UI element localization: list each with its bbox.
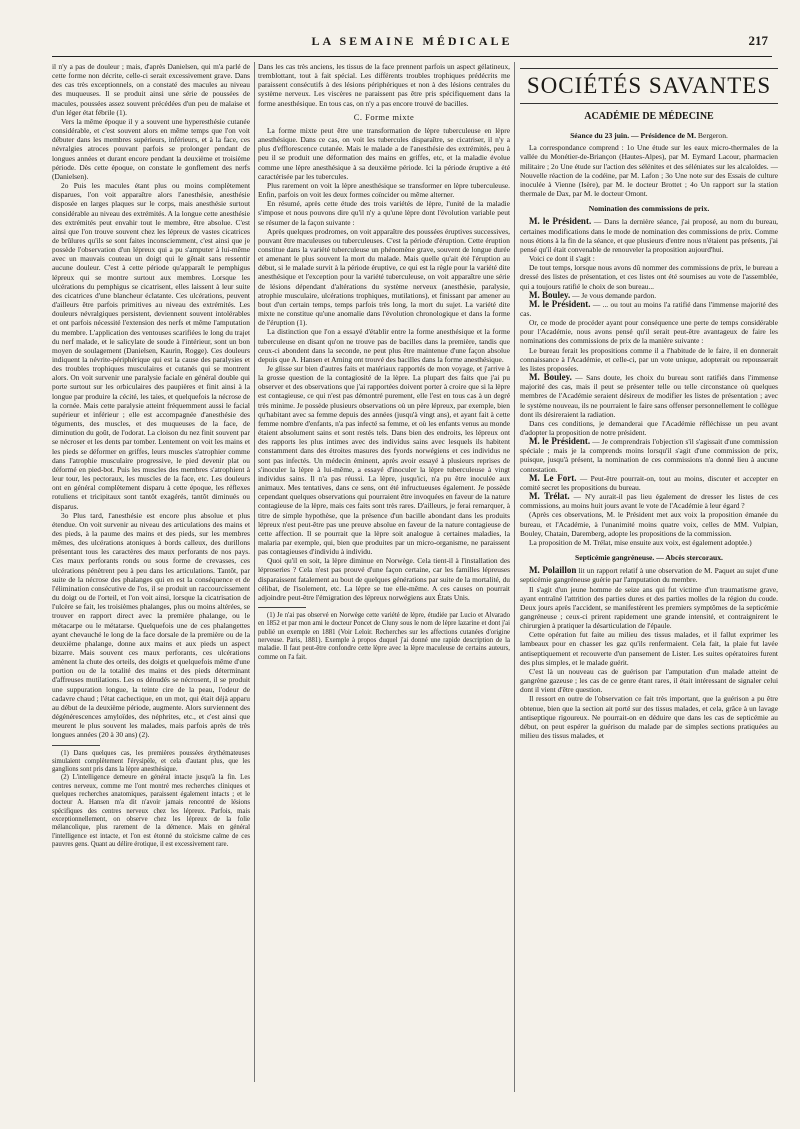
section-title: C. Forme mixte xyxy=(353,111,415,122)
speech-text: — N'y aurait-il pas lieu également de dresser les listes de ces commissions, au moins huit jours avant le vote de l'Académie à leur égard ? xyxy=(520,492,778,511)
column-right xyxy=(520,62,778,1092)
section-heading: SOCIÉTÉS SAVANTES xyxy=(520,68,778,104)
speech-text: De tout temps, lorsque nous avons dû nommer des commissions de prix, le bureau a dressé des listes de présentation, et ces listes ont été soumises au vote de l'assemblée, qui a toujours ratifié le choix de son bureau... xyxy=(520,263,778,291)
paragraph: La forme mixte peut être une transformation de lèpre tuberculeuse en lèpre anesthésique. Dans ce cas, on voit les tubercules disparaître, se cicatriser, il n'y a plus d'efflorescence cutanée. Mais le malade a de l'anesthésie des extrémités, peu à peu il se produit une déformation des mains en griffes, etc, et la maladie évolue comme une lèpre anesthésique à sa deuxième période. Ici la période éruptive a été caractérisée par les tubercules. xyxy=(258,125,510,181)
speech-paragraph xyxy=(520,667,778,694)
page-header xyxy=(52,34,772,57)
speech-paragraph xyxy=(520,510,778,537)
speaker-name: M. Bouley. xyxy=(529,372,572,383)
speech-paragraph xyxy=(520,300,778,318)
paragraph: Dans les cas très anciens, les tissus de la face prennent parfois un aspect gélatineux, tremblottant, tout à fait spécial. Les différents troubles trophiques prédécrits me paraissent consécutifs à des lésions périphériques et non à des lésions centrales du système nerveux. Les viscères ne paraissent pas être pris spécifiquement dans la forme anesthésique. En tous cas, on n'y a pas encore trouvé de bacilles. xyxy=(258,62,510,108)
speaker-name: M. Bouley. xyxy=(529,289,571,300)
paragraph: Je glisse sur bien d'autres faits et matériaux rapportés de mon voyage, et j'arrive à la grosse question de la contagiosité de la lèpre. La plupart des faits que j'ai pu observer et des observations que j'ai rapportées doivent porter à croire que si la lèpre est contagieuse, ce qui n'est pas démontré purement, elle l'est en tous cas à un degré très minime. Je possède plusieurs observations où un père lépreux, par exemple, bien qu'habitant avec sa femme depuis des années (jusqu'à vingt ans), et ayant fait à cette femme nombre d'enfants, n'a pas infecté sa femme, et où les enfants venus au monde étaient absolument sains et sont restés tels. Dans bien des endroits, les lépreux ont des rapports les plus intimes avec des individus sains avec lesquels ils habitent constamment dans des étroites masures des fyords norwégiens et ces individus ne sont pas infectés. Un médecin éminent, après avoir essayé à plusieurs reprises de s'inoculer la lèpre à lui-même, a essayé d'inoculer la lèpre tuberculeuse à vingt individus sains. Il n'a pas réussi. La lèpre, jusqu'ici, n'a pu être inoculée aux animaux. Mes tentatives, dans ce sens, ont été infructueuses également. Je possède cependant quelques observations qui pourraient être invoquées en faveur de la nature contagieuse de la lèpre, mais ces faits sont très rares. D'ailleurs, je ferai remarquer, à titre de simple hypothèse, que la présence d'un bacille abondant dans les produits lépreux n'est peut-être pas une preuve absolue en faveur de la nature contagieuse de cette affection. Il se pourrait que la lèpre soit analogue à certaines maladies, la malaria par exemple, qui, bien que produites par un micro-organisme, ne paraissent pas contagieuses d'individu à individu. xyxy=(258,364,510,557)
paragraph: Vers la même époque il y a souvent une hyperesthésie cutanée considérable, et c'est souvent alors en même temps que l'on voit débuter dans les membres supérieurs, inférieurs, et à la face, ces névralgies atroces pouvant parfois se prolonger pendant de longues années et durant encore pendant la deuxième et troisième période. Dès cette époque, on constate le gonflement des nerfs (Danielsen). xyxy=(52,116,250,181)
speech-paragraph xyxy=(520,373,778,419)
paragraph: En résumé, après cette étude des trois variétés de lèpre, l'unité de la maladie s'impose et nous pouvons dire qu'il n'y a qu'une lèpre dont l'évolution variable peut se résumer de la façon suivante : xyxy=(258,199,510,227)
paragraph: Après quelques prodromes, on voit apparaître des poussées éruptives successives, pouvant être maculeuses ou tuberculeuses. C'est la période d'éruption. Cette éruption constitue dans la variété tuberculeuse un phénomène grave, souvent de longue durée et amenant le plus souvent la mort du malade. Mais quelle qu'ait été l'éruption au début, si le malade survit à la période éruptive, ce qui est la règle pour la variété dite anesthésique et l'exception pour la variété tuberculeuse, on voit apparaître une série de lésions dépendant d'altérations du système nerveux (anesthésie, paralysie, atrophie musculaire, ulcérations trophiques, mutilations), et finissant par amener au bout d'un certain temps, temps parfois très long, la mort du sujet. La variété dite mixte ne constitue qu'une anomalie dans l'évolution chronologique et dans la forme de l'éruption (1). xyxy=(258,226,510,328)
footnote-rule xyxy=(258,607,306,608)
session-date: Séance du 23 juin. — Présidence de M. xyxy=(570,131,698,141)
speaker-name: M. Le Fort. xyxy=(529,472,577,483)
speech-text: Voici ce dont il s'agit : xyxy=(529,254,595,264)
academy-heading: ACADÉMIE DE MÉDECINE xyxy=(584,111,714,122)
speech-paragraph xyxy=(520,437,778,474)
paragraph: La correspondance comprend : 1o Une étude sur les eaux micro-thermales de la vallée du Monétier-de-Briançon (Hautes-Alpes), par M. Eymard Lacour, pharmacien militaire ; 2o Une étude sur l'action des sélénites et des séléniates sur les alcaloïdes. — Nouvelle réaction de la codéine, par M. Lafon ; 3o Une note sur des Essais de culture inoculée à Vienne (Isère), par M. le docteur Brottet ; 4o Un rapport sur la station thermale de Dax, par M. le docteur Omont. xyxy=(520,143,778,199)
footnote: (1) Dans quelques cas, les premières poussées érythémateuses simulaient complètement l'érysipèle, et cela d'autant plus, que les ganglions sont pris dans la lèpre anesthésique. xyxy=(52,749,250,774)
paragraph: Quoi qu'il en soit, la lèpre diminue en Norwège. Cela tient-il à l'installation des léproseries ? Cela n'est pas prouvé d'une façon certaine, car les familles lépreuses disparaissent fatalement au bout de quelques générations par suite de la mortalité, du célibat, de l'isolement, etc. La lèpre se tue elle-même. A ces causes on pourrait adjoindre peut-être l'émigration des lépreux norwégiens aux États Unis. xyxy=(258,556,510,602)
column-middle xyxy=(258,62,510,1082)
report xyxy=(520,566,778,740)
paragraph: La distinction que l'on a essayé d'établir entre la forme anesthésique et la forme tuberculeuse en disant qu'on ne trouve pas de bacilles dans la première, tandis que ceux-ci abondent dans la seconde, ne peut plus être maintenue d'une façon absolue depuis que A. Hansen et Arning ont trouvé des bacilles dans la forme anesthésique. xyxy=(258,327,510,364)
speech-text: — ... ou tout au moins l'a ratifié dans l'immense majorité des cas. xyxy=(520,299,778,318)
speech-paragraph xyxy=(520,630,778,667)
speech-text: (Après ces observations, M. le Président met aux voix la proposition émanée du bureau, et l'Académie, à l'unanimité moins quatre voix, celles de MM. Vulpian, Bouley, Chatain, Daremberg, adopte les propositions de la commission. xyxy=(520,510,778,538)
speech-text: Le bureau ferait les propositions comme il a l'habitude de le faire, il en donnerait connaissance à l'Académie, et celle-ci, par un vote unique, adopterait ou repousserait les listes proposées. xyxy=(520,345,778,373)
paragraph: il n'y a pas de douleur ; mais, d'après Danielsen, qui m'a parlé de cette forme non décrite, celle-ci serait excessivement grave. Dans des cas très exceptionnels, on a constaté des macules au niveau des muqueuses. Il se produit ainsi une série de poussées de macules, poussées assez souvent précédées d'un peu de malaise et d'un léger état fébrile (1). xyxy=(52,62,250,117)
speaker-name: M. le Président. xyxy=(529,298,591,309)
speech-paragraph xyxy=(520,254,778,263)
speech-paragraph xyxy=(520,585,778,631)
footnote: (2) L'intelligence demeure en général intacte jusqu'à la fin. Les centres nerveux, comme me l'ont montré mes recherches cliniques et quelques recherches anatomiques, paraissent également intacts ; et le docteur A. Hansen m'a dit n'avoir jamais rencontré de lésions spécifiques des centres nerveux chez les lépreux. Parfois, mais exceptionnellement, on observe chez les lépreux de la folie mélancolique, plus rarement de la démence. Mais en général l'intelligence est intacte, et l'on est étonné du stoïcisme calme de ces pauvres gens. Quant au délire érotique, il est excessivement rare. xyxy=(52,774,250,848)
speech-paragraph xyxy=(520,538,778,547)
speaker-name: M. Polaillon xyxy=(529,565,577,576)
speech-text: — Peut-être pourrait-on, tout au moins, discuter et accepter en comité secret les propositions du bureau. xyxy=(520,473,778,492)
speaker-name: M. Trélat. xyxy=(529,491,570,502)
footnote-rule xyxy=(52,745,100,746)
speech-paragraph xyxy=(520,566,778,584)
paragraph: 3o Plus tard, l'anesthésie est encore plus absolue et plus étendue. On voit survenir au niveau des articulations des mains et des pieds, à la paume des mains et des pieds, sur les membres mêmes, des ulcérations atoniques à bords calleux, des durillons présentant tous les caractères des maux perforants de nos pays. Ces maux perforants ronds ou sous forme de crevasses, ces ulcérations pénètrent peu à peu dans les articulations. Tantôt, par suite de la nécrose des phalanges qui en est la conséquence et de l'élimination consécutive de l'os, il se produit un raccourcissement du doigt ou de l'orteil, et l'on voit ainsi, lorsque la cicatrisation de l'ulcère se fait, les troisièmes phalanges, plus ou moins altérées, se trouver en rapport direct avec la première phalange, ou le métacarpe ou le métatarse. Quelquefois une de ces phalangettes ayant chevauché le long de la face dorsale de la première ou de la deuxième phalange, donne aux mains et aux pieds un aspect bizarre. Mais souvent ces maux perforants, ces ulcérations amènent la chute des orteils, des doigts et quelquefois même d'une portion ou de la totalité des mains et des pieds déterminant d'affreuses mutilations. Les os dénudés se nécrosent, il se produit une suppuration longue, la teinte cire de la peau, l'odeur de cadavre chaud ; l'état cachectique, en un mot, qui était déjà apparu au début de la deuxième période, augmente. Alors surviennent des dégénérescences amyloïdes, des néphrites, etc., et c'est ainsi que meurent le plus souvent les malades, mais parfois après de très longues années (20 à 30 ans) (2). xyxy=(52,510,250,740)
speech-paragraph xyxy=(520,217,778,254)
speech-paragraph xyxy=(520,263,778,290)
speech-paragraph xyxy=(520,474,778,492)
speech-paragraph xyxy=(520,419,778,437)
subsection-title: Septicémie gangréneuse. — Abcès stercoraux. xyxy=(575,553,723,563)
session-line xyxy=(520,131,778,140)
speech-text: Cette opération fut faite au milieu des tissus malades, et il fallut exprimer les lambeaux pour en chasser les gaz qu'ils renfermaient. Cela fait, la plaie fut lavée antiseptiquement et recouverte d'un pansement de Lister. Les suites opératoires furent des plus simples, et le malade guérit. xyxy=(520,630,778,667)
session-president: Bergeron. xyxy=(697,131,728,141)
speech-paragraph xyxy=(520,492,778,510)
column-rule-right xyxy=(514,62,515,1092)
speech-paragraph xyxy=(520,346,778,373)
running-title: LA SEMAINE MÉDICALE xyxy=(311,34,513,48)
column-rule-left xyxy=(254,62,255,1082)
speech-text: — Sans doute, les choix du bureau sont ratifiés dans l'immense majorité des cas, mais il peut se présenter telle ou telle circonstance où quelques membres de l'Académie seraient désireux de modifier les listes de présentation ; avec le système nouveau, ils ne pourraient le faire sans offenser personnellement le collègue dont ils désireraient la radiation. xyxy=(520,373,778,419)
footnote: (1) Je n'ai pas observé en Norwège cette variété de lèpre, étudiée par Lucio et Alvarado en 1852 et par mon ami le docteur Poncet de Cluny sous le nom de lèpre lazarine et dont j'ai publié un exemple en 1881 (Voir Leloir. Recherches sur les affections cutanées d'origine nerveuse. Paris, 1881). Exemple à propos duquel j'ai donné une rapide description de la maladie. Il faut peut-être confondre cette lèpre avec la lèpre maculeuse de certains auteurs, comme on l'a fait. xyxy=(258,612,510,661)
subsection-title: Nomination des commissions de prix. xyxy=(588,204,710,214)
speech-text: — Je vous demande pardon. xyxy=(570,290,657,300)
speech-text: lit un rapport relatif à une observation de M. Paquet au sujet d'une septicémie gangréneuse guérie par l'amputation du membre. xyxy=(520,566,778,585)
page-number: 217 xyxy=(748,33,768,48)
debate xyxy=(520,217,778,547)
paragraph: Plus rarement on voit la lèpre anesthésique se transformer en lèpre tuberculeuse. Enfin, parfois on voit les deux formes coïncider ou même alterner. xyxy=(258,180,510,200)
speech-paragraph xyxy=(520,318,778,345)
speech-text: La proposition de M. Trélat, mise ensuite aux voix, est également adoptée.) xyxy=(529,537,752,547)
speech-text: — Dans la dernière séance, j'ai proposé, au nom du bureau, certaines modifications dans le mode de nomination des commissions de prix. Comme nous étions à la fin de la séance, et que plusieurs d'entre nous n'étaient pas présents, j'ai pensé qu'il était convenable de renouveler la proposition aujourd'hui. xyxy=(520,217,778,254)
speech-text: Il ressort en outre de l'observation ce fait très important, que la guérison a pu être obtenue, bien que la section ait porté sur des tissus malades, et cela, grâce à un lavage antiseptique rigoureux. Ne pourrait-on en déduire que dans les cas de septicémie au début, on peut espérer la guérison du malade par de simples sections pratiquées au milieu des tissus malades, et xyxy=(520,694,778,740)
speaker-name: M. le Président. xyxy=(529,436,591,447)
speech-text: Or, ce mode de procéder ayant pour conséquence une perte de temps considérable pour l'Académie, nous avons pensé qu'il serait peut-être avantageux de faire les nominations des commissions de prix de la manière suivante : xyxy=(520,318,778,346)
speech-paragraph xyxy=(520,694,778,740)
column-left xyxy=(52,62,250,1082)
paragraph: 2o Puis les macules étant plus ou moins complètement disparues, l'on voit apparaître alors l'anesthésie, anesthésie disposée en larges plaques sur le corps, mais anesthésie surtout considérable au niveau des extrémités. A la longue cette anesthésie des extrémités peut envahir tout le membre, être absolue. C'est ainsi que l'on trouve souvent chez les lépreux de vastes cicatrices de brûlures qu'ils se sont faites inconsciemment, c'est ainsi que je possède l'observation d'un lépreux qui a pu s'amputer à lui-même avec un mauvais couteau un doigt qui le gênait sans ressentir aucune douleur. C'est à cette période qu'apparaît le pemphigus lépreux qui se montre surtout aux membres. Lorsque les ulcérations du pemphigus se cicatrisent, elles laissent à leur suite des cicatrices d'une blancheur éclatante. Ces ulcérations, peuvent d'ailleurs être parfois primitives au niveau des extrémités. Les douleurs névralgiques persistent, deviennent souvent intolérables et ont parfois nécessité l'extension des nerfs et même l'amputation du membre. L'application des ventouses scarifiées le long du trajet du nerf malade, et le salicylate de soude à l'intérieur, sont un bon moyen de soulagement (Danielsen, Kaurin, Rogge). Ces douleurs indiquent la névrite-périphérique qui est la cause des paralysies et des troubles trophiques musculaires et cutanés qui se montrent alors. On voit survenir une paralysie faciale en général double qui porte surtout sur les orbiculaires des paupières et finit ainsi à la longue par produire la cécité, les taies, et quelquefois la nécrose de la cornée. Mais cette paralysie atteint fréquemment aussi le facial supérieur et inférieur ; elle est accompagnée d'anesthésie des téguments, des muscles, et des muqueuses de la face, de diminution du goût, de l'odorat. La cloison du nez finit souvent par se nécroser et les dents par tomber. Lentement on voit les mains et les pieds se déformer en griffes, leurs muscles s'atrophier comme dans l'atrophie musculaire progressive, le pied devenir plat ou déformé en pied-bot. Puis les muscles des membres s'atrophient à leur tour, les pectoraux, les muscles de la face, etc. Les douleurs ont en général complètement disparu à cette époque, les réflexes rotuliens et tricipitaux sont tantôt exagérés, tantôt diminués ou disparus. xyxy=(52,181,250,511)
speech-text: Il s'agit d'un jeune homme de seize ans qui fut victime d'un traumatisme grave, ayant entraîné l'attrition des parties dures et des parties molles de la région du coude. Deux jours après l'accident, se manifestèrent les premiers symptômes de la septicémie gangréneuse ; ceux-ci prirent rapidement une grande intensité, et contraignirent le chirurgien à pratiquer la désarticulation de l'épaule. xyxy=(520,584,778,631)
speech-text: C'est là un nouveau cas de guérison par l'amputation d'un malade atteint de gangrène gazeuse ; les cas de ce genre étant rares, il était intéressant de signaler celui dont il vient d'être question. xyxy=(520,666,778,695)
speech-text: — Je comprendrais l'objection s'il s'agissait d'une commission spéciale ; mais je la comprends moins lorsqu'il s'agit d'une commission de prix, puisque, jusqu'à présent, la nomination de ces commissions n'a donné lieu à aucune contestation. xyxy=(520,437,778,474)
speaker-name: M. le Président. xyxy=(529,216,592,227)
speech-text: Dans ces conditions, je demanderai que l'Académie réfléchisse un peu avant d'adopter la proposition de notre président. xyxy=(520,418,778,437)
